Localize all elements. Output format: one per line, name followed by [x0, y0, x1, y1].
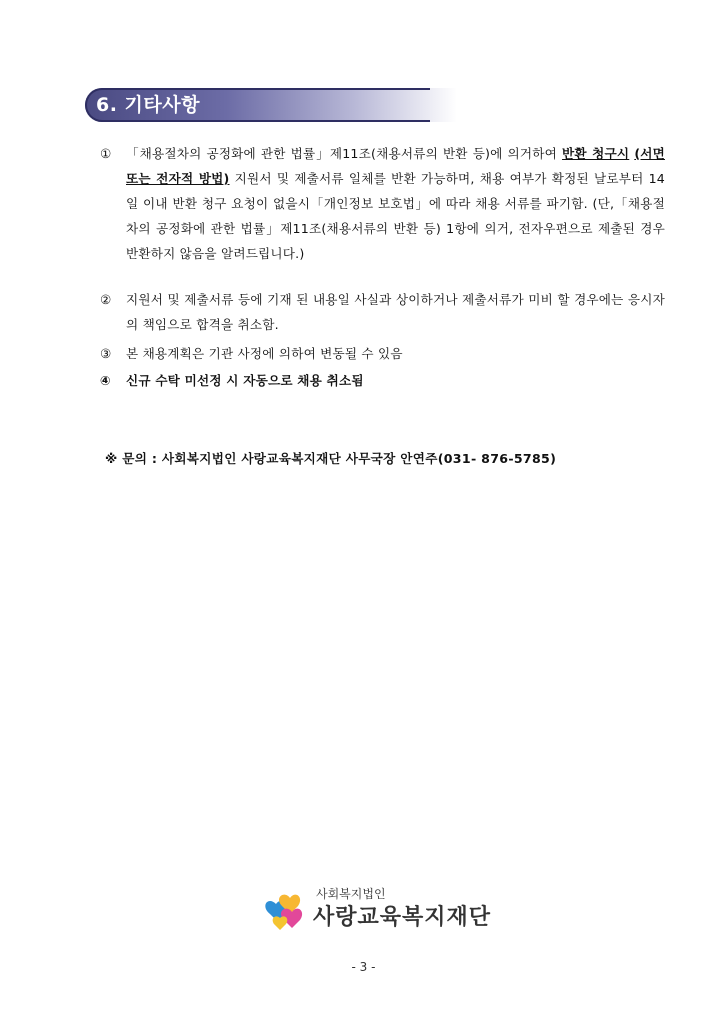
list-item-2 [100, 287, 665, 337]
logo-subtitle: 사회복지법인 [316, 887, 386, 901]
list-item-4 [100, 368, 665, 393]
item-number: ① [100, 146, 112, 161]
item-number: ② [100, 292, 112, 307]
list-item-1 [100, 141, 665, 266]
contact-info: ※ 문의 : 사회복지법인 사랑교육복지재단 사무국장 안연주(031- 876-5785) [105, 451, 557, 466]
item-text: 본 채용계획은 기관 사정에 의하여 변동될 수 있음 [126, 346, 403, 361]
logo-title: 사랑교육복지재단 [313, 905, 492, 930]
item-text-part: 지원서 및 제출서류 일체를 반환 가능하며, 채용 여부가 확정된 날로부터 14일 이내 반환 청구 요청이 없을시「개인정보 보호법」에 따라 채용 서류를 파기함. (단,「채용절차의 공정화에 관한 법률」제11조(채용서류의 반환 등) 1항에 의거, 전자우편으로 제출된 경우 반환하지 않음을 알려드립니다.) [126, 171, 666, 261]
list-item-3 [100, 341, 665, 366]
underlined-text: (서면 또는 전자적 방법) [126, 146, 665, 186]
item-text: 신규 수탁 미선정 시 자동으로 채용 취소됨 [126, 373, 364, 388]
section-title: 6. 기타사항 [96, 94, 200, 116]
item-text [126, 141, 665, 266]
underlined-text: 반환 청구시 [562, 146, 630, 161]
item-number: ④ [100, 373, 111, 388]
item-number: ③ [100, 346, 112, 361]
item-text: 지원서 및 제출서류 등에 기재 된 내용일 사실과 상이하거나 제출서류가 미비 할 경우에는 응시자의 책임으로 합격을 취소함. [126, 292, 665, 332]
item-text-part: 「채용절차의 공정화에 관한 법률」제11조(채용서류의 반환 등)에 의거하여 [126, 146, 563, 161]
page-number: - 3 - [351, 960, 376, 974]
